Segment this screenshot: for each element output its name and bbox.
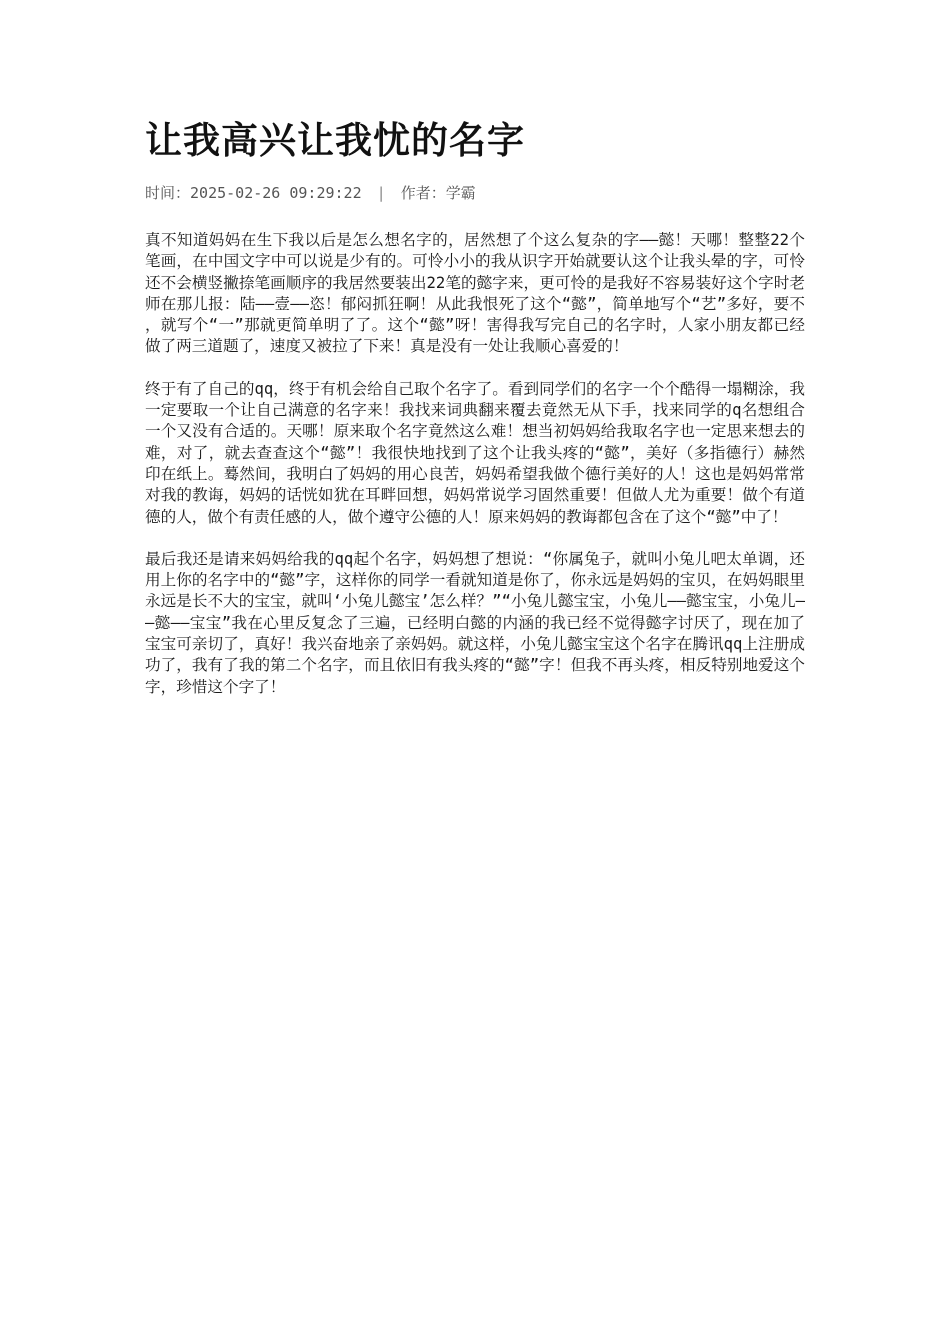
time-value: 2025-02-26 09:29:22 — [190, 184, 362, 202]
paragraph: 真不知道妈妈在生下我以后是怎么想名字的，居然想了个这么复杂的字——懿！天哪！整整22个笔画，在中国文字中可以说是少有的。可怜小小的我从识字开始就要认这个让我头晕的字，可怜还不会横竖撇捺笔画顺序的我居然要装出22笔的懿字来，更可怜的是我好不容易装好这个字时老师在那儿报：陆——壹——恣！郁闷抓狂啊！从此我恨死了这个“懿”，简单地写个“艺”多好，要不，就写个“一”那就更简单明了了。这个“懿”呀！害得我写完自己的名字时，人家小朋友都已经做了两三道题了，速度又被拉了下来！真是没有一处让我顺心喜爱的！ — [145, 231, 805, 356]
meta-separator: | — [376, 184, 386, 202]
article-content — [145, 230, 805, 698]
author-value: 学霸 — [445, 184, 476, 202]
author-label: 作者： — [400, 184, 446, 202]
paragraph: 最后我还是请来妈妈给我的qq起个名字，妈妈想了想说：“你属兔子，就叫小兔儿吧太单调，还用上你的名字中的“懿”字，这样你的同学一看就知道是你了，你永远是妈妈的宝贝，在妈妈眼里永远是长不大的宝宝，就叫‘小兔儿懿宝’怎么样？”“小兔儿懿宝宝，小兔儿——懿宝宝，小兔儿——懿——宝宝”我在心里反复念了三遍，已经明白懿的内涵的我已经不觉得懿字讨厌了，现在加了宝宝可亲切了，真好！我兴奋地亲了亲妈妈。就这样，小兔儿懿宝宝这个名字在腾讯qq上注册成功了，我有了我的第二个名字，而且依旧有我头疼的“懿”字！但我不再头疼，相反特别地爱这个字，珍惜这个字了！ — [145, 549, 805, 696]
time-label: 时间： — [145, 184, 191, 202]
article — [145, 112, 805, 719]
article-title: 让我高兴让我忧的名字 — [145, 118, 525, 162]
paragraph: 终于有了自己的qq，终于有机会给自己取个名字了。看到同学们的名字一个个酷得一塌糊涂，我一定要取一个让自己满意的名字来！我找来词典翻来覆去竟然无从下手，找来同学的q名想组合一个又没有合适的。天哪！原来取个名字竟然这么难！想当初妈妈给我取名字也一定思来想去的难，对了，就去查查这个“懿”！我很快地找到了这个让我头疼的“懿”，美好（多指德行）赫然印在纸上。蓦然间，我明白了妈妈的用心良苦，妈妈希望我做个德行美好的人！这也是妈妈常常对我的教诲，妈妈的话恍如犹在耳畔回想，妈妈常说学习固然重要！但做人尤为重要！做个有道德的人，做个有责任感的人，做个遵守公德的人！原来妈妈的教诲都包含在了这个“懿”中了！ — [145, 379, 805, 526]
article-meta — [145, 182, 805, 204]
